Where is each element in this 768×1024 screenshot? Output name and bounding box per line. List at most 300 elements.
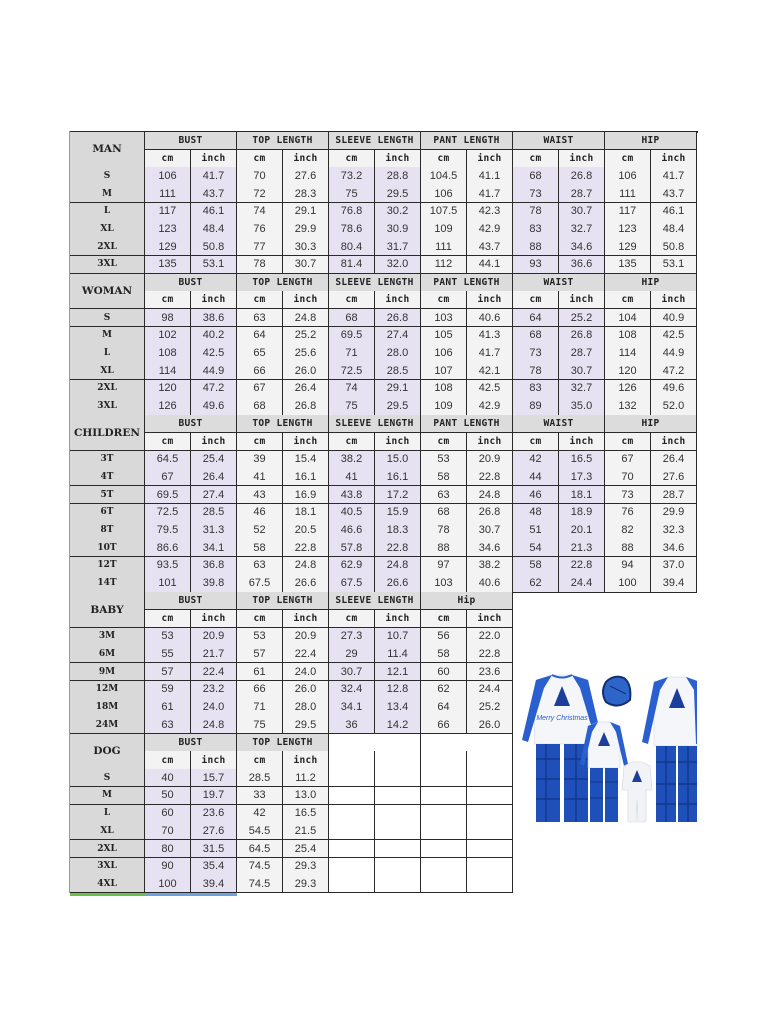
unit-header-cm[interactable]: cm — [145, 291, 191, 309]
column-group-header[interactable]: WAIST — [513, 132, 605, 150]
size-label[interactable]: XL — [70, 362, 145, 380]
measurement-cell[interactable]: 100 — [605, 574, 651, 592]
measurement-cell[interactable]: 62.9 — [329, 557, 375, 575]
measurement-cell[interactable]: 69.5 — [145, 486, 191, 504]
measurement-cell[interactable]: 27.4 — [191, 486, 237, 504]
measurement-cell[interactable]: 43.7 — [651, 185, 697, 203]
empty-cell[interactable] — [329, 822, 375, 840]
measurement-cell[interactable]: 18.1 — [559, 486, 605, 504]
measurement-cell[interactable]: 40 — [145, 769, 191, 787]
measurement-cell[interactable]: 27.6 — [191, 822, 237, 840]
size-label[interactable]: XL — [70, 822, 145, 840]
measurement-cell[interactable]: 28.3 — [283, 185, 329, 203]
size-label[interactable]: 2XL — [70, 840, 145, 858]
size-label[interactable]: S — [70, 769, 145, 787]
measurement-cell[interactable]: 28.8 — [375, 167, 421, 185]
measurement-cell[interactable]: 24.8 — [283, 309, 329, 327]
measurement-cell[interactable]: 20.1 — [559, 521, 605, 539]
measurement-cell[interactable]: 66 — [237, 681, 283, 699]
unit-header-cm[interactable]: cm — [605, 433, 651, 451]
measurement-cell[interactable]: 21.5 — [283, 822, 329, 840]
empty-cell[interactable] — [329, 875, 375, 893]
measurement-cell[interactable]: 28.5 — [191, 504, 237, 522]
measurement-cell[interactable]: 34.6 — [559, 238, 605, 256]
empty-cell[interactable] — [467, 805, 513, 823]
unit-header-cm[interactable]: cm — [421, 291, 467, 309]
measurement-cell[interactable]: 30.9 — [375, 220, 421, 238]
measurement-cell[interactable]: 65 — [237, 344, 283, 362]
measurement-cell[interactable]: 58 — [513, 557, 559, 575]
empty-cell[interactable] — [421, 858, 467, 876]
measurement-cell[interactable]: 36.6 — [559, 256, 605, 274]
unit-header-inch[interactable]: inch — [467, 150, 513, 168]
measurement-cell[interactable]: 30.7 — [467, 521, 513, 539]
empty-cell[interactable] — [421, 840, 467, 858]
measurement-cell[interactable]: 41.1 — [467, 167, 513, 185]
measurement-cell[interactable]: 83 — [513, 380, 559, 398]
measurement-cell[interactable]: 22.0 — [467, 628, 513, 646]
measurement-cell[interactable]: 42.5 — [467, 380, 513, 398]
measurement-cell[interactable]: 30.7 — [559, 203, 605, 221]
column-group-header[interactable]: PANT LENGTH — [421, 415, 513, 433]
unit-header-cm[interactable]: cm — [513, 291, 559, 309]
measurement-cell[interactable]: 15.0 — [375, 451, 421, 469]
measurement-cell[interactable]: 66 — [237, 362, 283, 380]
empty-cell[interactable] — [375, 858, 421, 876]
measurement-cell[interactable]: 48 — [513, 504, 559, 522]
measurement-cell[interactable]: 67.5 — [329, 574, 375, 592]
measurement-cell[interactable]: 28.5 — [237, 769, 283, 787]
column-group-header[interactable]: PANT LENGTH — [421, 132, 513, 150]
unit-header-inch[interactable]: inch — [651, 433, 697, 451]
size-label[interactable]: 3T — [70, 451, 145, 469]
measurement-cell[interactable]: 18.3 — [375, 521, 421, 539]
size-label[interactable]: 6T — [70, 504, 145, 522]
measurement-cell[interactable]: 32.4 — [329, 681, 375, 699]
measurement-cell[interactable]: 42 — [237, 805, 283, 823]
measurement-cell[interactable]: 35.0 — [559, 397, 605, 415]
size-label[interactable]: S — [70, 167, 145, 185]
measurement-cell[interactable]: 20.9 — [283, 628, 329, 646]
measurement-cell[interactable]: 57 — [145, 663, 191, 681]
unit-header-inch[interactable]: inch — [191, 433, 237, 451]
measurement-cell[interactable]: 11.2 — [283, 769, 329, 787]
column-group-header[interactable]: HIP — [605, 274, 697, 292]
measurement-cell[interactable]: 12.8 — [375, 681, 421, 699]
measurement-cell[interactable]: 38.2 — [467, 557, 513, 575]
measurement-cell[interactable]: 27.4 — [375, 327, 421, 345]
measurement-cell[interactable]: 50.8 — [191, 238, 237, 256]
measurement-cell[interactable]: 61 — [145, 698, 191, 716]
size-label[interactable]: L — [70, 203, 145, 221]
measurement-cell[interactable]: 78 — [237, 256, 283, 274]
size-label[interactable]: 14T — [70, 574, 145, 592]
unit-header-inch[interactable]: inch — [651, 291, 697, 309]
measurement-cell[interactable]: 68 — [421, 504, 467, 522]
measurement-cell[interactable]: 25.4 — [283, 840, 329, 858]
empty-cell[interactable] — [375, 875, 421, 893]
measurement-cell[interactable]: 24.8 — [375, 557, 421, 575]
measurement-cell[interactable]: 80 — [145, 840, 191, 858]
measurement-cell[interactable]: 54 — [513, 539, 559, 557]
unit-header-inch[interactable]: inch — [283, 291, 329, 309]
measurement-cell[interactable]: 58 — [421, 468, 467, 486]
column-group-header[interactable]: TOP LENGTH — [237, 415, 329, 433]
measurement-cell[interactable]: 106 — [421, 185, 467, 203]
measurement-cell[interactable]: 26.8 — [559, 327, 605, 345]
measurement-cell[interactable]: 54.5 — [237, 822, 283, 840]
empty-cell[interactable] — [421, 734, 513, 752]
measurement-cell[interactable]: 93 — [513, 256, 559, 274]
size-label[interactable]: 2XL — [70, 380, 145, 398]
size-label[interactable]: 18M — [70, 698, 145, 716]
unit-header-inch[interactable]: inch — [191, 610, 237, 628]
measurement-cell[interactable]: 53.1 — [651, 256, 697, 274]
measurement-cell[interactable]: 26.8 — [559, 167, 605, 185]
measurement-cell[interactable]: 23.2 — [191, 681, 237, 699]
measurement-cell[interactable]: 34.6 — [467, 539, 513, 557]
measurement-cell[interactable]: 22.8 — [559, 557, 605, 575]
measurement-cell[interactable]: 23.6 — [467, 663, 513, 681]
measurement-cell[interactable]: 11.4 — [375, 645, 421, 663]
measurement-cell[interactable]: 41.7 — [651, 167, 697, 185]
column-group-header[interactable]: SLEEVE LENGTH — [329, 274, 421, 292]
measurement-cell[interactable]: 64.5 — [145, 451, 191, 469]
measurement-cell[interactable]: 24.8 — [191, 716, 237, 734]
size-label[interactable]: 9M — [70, 663, 145, 681]
empty-cell[interactable] — [421, 787, 467, 805]
empty-cell[interactable] — [375, 805, 421, 823]
measurement-cell[interactable]: 42.1 — [467, 362, 513, 380]
measurement-cell[interactable]: 126 — [605, 380, 651, 398]
measurement-cell[interactable]: 73.2 — [329, 167, 375, 185]
measurement-cell[interactable]: 31.3 — [191, 521, 237, 539]
measurement-cell[interactable]: 90 — [145, 858, 191, 876]
unit-header-cm[interactable]: cm — [605, 291, 651, 309]
measurement-cell[interactable]: 111 — [145, 185, 191, 203]
measurement-cell[interactable]: 88 — [513, 238, 559, 256]
measurement-cell[interactable]: 39.8 — [191, 574, 237, 592]
measurement-cell[interactable]: 53 — [145, 628, 191, 646]
measurement-cell[interactable]: 36.8 — [191, 557, 237, 575]
measurement-cell[interactable]: 73 — [513, 185, 559, 203]
measurement-cell[interactable]: 72 — [237, 185, 283, 203]
measurement-cell[interactable]: 15.9 — [375, 504, 421, 522]
empty-cell[interactable] — [375, 769, 421, 787]
measurement-cell[interactable]: 22.8 — [375, 539, 421, 557]
size-label[interactable]: 3XL — [70, 858, 145, 876]
measurement-cell[interactable]: 26.4 — [651, 451, 697, 469]
measurement-cell[interactable]: 74 — [329, 380, 375, 398]
measurement-cell[interactable]: 40.9 — [651, 309, 697, 327]
measurement-cell[interactable]: 47.2 — [191, 380, 237, 398]
size-label[interactable]: 6M — [70, 645, 145, 663]
measurement-cell[interactable]: 60 — [145, 805, 191, 823]
empty-cell[interactable] — [421, 751, 467, 769]
size-label[interactable]: M — [70, 327, 145, 345]
measurement-cell[interactable]: 46 — [513, 486, 559, 504]
measurement-cell[interactable]: 44 — [513, 468, 559, 486]
empty-cell[interactable] — [467, 858, 513, 876]
measurement-cell[interactable]: 22.4 — [191, 663, 237, 681]
size-label[interactable]: 8T — [70, 521, 145, 539]
measurement-cell[interactable]: 74.5 — [237, 875, 283, 893]
unit-header-inch[interactable]: inch — [651, 150, 697, 168]
measurement-cell[interactable]: 30.3 — [283, 238, 329, 256]
column-group-header[interactable]: TOP LENGTH — [237, 132, 329, 150]
measurement-cell[interactable]: 81.4 — [329, 256, 375, 274]
unit-header-cm[interactable]: cm — [145, 751, 191, 769]
measurement-cell[interactable]: 32.7 — [559, 380, 605, 398]
measurement-cell[interactable]: 63 — [237, 309, 283, 327]
measurement-cell[interactable]: 43 — [237, 486, 283, 504]
measurement-cell[interactable]: 77 — [237, 238, 283, 256]
measurement-cell[interactable]: 18.9 — [559, 504, 605, 522]
measurement-cell[interactable]: 29.3 — [283, 858, 329, 876]
measurement-cell[interactable]: 38.6 — [191, 309, 237, 327]
measurement-cell[interactable]: 15.7 — [191, 769, 237, 787]
measurement-cell[interactable]: 75 — [329, 397, 375, 415]
measurement-cell[interactable]: 39.4 — [651, 574, 697, 592]
measurement-cell[interactable]: 70 — [237, 167, 283, 185]
measurement-cell[interactable]: 30.2 — [375, 203, 421, 221]
unit-header-cm[interactable]: cm — [237, 291, 283, 309]
measurement-cell[interactable]: 28.5 — [375, 362, 421, 380]
measurement-cell[interactable]: 106 — [145, 167, 191, 185]
measurement-cell[interactable]: 49.6 — [191, 397, 237, 415]
empty-cell[interactable] — [375, 840, 421, 858]
unit-header-inch[interactable]: inch — [559, 433, 605, 451]
measurement-cell[interactable]: 53 — [421, 451, 467, 469]
measurement-cell[interactable]: 41 — [237, 468, 283, 486]
measurement-cell[interactable]: 88 — [421, 539, 467, 557]
measurement-cell[interactable]: 60 — [421, 663, 467, 681]
empty-cell[interactable] — [467, 875, 513, 893]
measurement-cell[interactable]: 100 — [145, 875, 191, 893]
size-label[interactable]: 5T — [70, 486, 145, 504]
measurement-cell[interactable]: 64 — [421, 698, 467, 716]
unit-header-cm[interactable]: cm — [237, 150, 283, 168]
unit-header-inch[interactable]: inch — [191, 291, 237, 309]
measurement-cell[interactable]: 16.1 — [375, 468, 421, 486]
measurement-cell[interactable]: 67 — [605, 451, 651, 469]
size-label[interactable]: S — [70, 309, 145, 327]
unit-header-inch[interactable]: inch — [467, 291, 513, 309]
size-label[interactable]: 4XL — [70, 875, 145, 893]
measurement-cell[interactable]: 25.2 — [467, 698, 513, 716]
measurement-cell[interactable]: 42.5 — [191, 344, 237, 362]
measurement-cell[interactable]: 52.0 — [651, 397, 697, 415]
section-label-man[interactable]: MAN — [70, 132, 145, 168]
unit-header-cm[interactable]: cm — [329, 150, 375, 168]
column-group-header[interactable]: PANT LENGTH — [421, 274, 513, 292]
column-group-header[interactable]: SLEEVE LENGTH — [329, 592, 421, 610]
measurement-cell[interactable]: 19.7 — [191, 787, 237, 805]
measurement-cell[interactable]: 46.6 — [329, 521, 375, 539]
measurement-cell[interactable]: 46.1 — [191, 203, 237, 221]
unit-header-inch[interactable]: inch — [191, 751, 237, 769]
measurement-cell[interactable]: 120 — [605, 362, 651, 380]
measurement-cell[interactable]: 108 — [145, 344, 191, 362]
measurement-cell[interactable]: 16.5 — [559, 451, 605, 469]
empty-cell[interactable] — [329, 858, 375, 876]
measurement-cell[interactable]: 56 — [421, 628, 467, 646]
empty-cell[interactable] — [329, 769, 375, 787]
measurement-cell[interactable]: 68 — [329, 309, 375, 327]
measurement-cell[interactable]: 74.5 — [237, 858, 283, 876]
measurement-cell[interactable]: 62 — [421, 681, 467, 699]
measurement-cell[interactable]: 17.2 — [375, 486, 421, 504]
measurement-cell[interactable]: 52 — [237, 521, 283, 539]
measurement-cell[interactable]: 71 — [329, 344, 375, 362]
measurement-cell[interactable]: 78.6 — [329, 220, 375, 238]
measurement-cell[interactable]: 61 — [237, 663, 283, 681]
measurement-cell[interactable]: 69.5 — [329, 327, 375, 345]
measurement-cell[interactable]: 30.7 — [329, 663, 375, 681]
measurement-cell[interactable]: 33 — [237, 787, 283, 805]
measurement-cell[interactable]: 129 — [605, 238, 651, 256]
measurement-cell[interactable]: 66 — [421, 716, 467, 734]
measurement-cell[interactable]: 24.4 — [467, 681, 513, 699]
measurement-cell[interactable]: 29.1 — [283, 203, 329, 221]
measurement-cell[interactable]: 40.5 — [329, 504, 375, 522]
size-label[interactable]: M — [70, 185, 145, 203]
measurement-cell[interactable]: 107 — [421, 362, 467, 380]
measurement-cell[interactable]: 42.3 — [467, 203, 513, 221]
measurement-cell[interactable]: 68 — [237, 397, 283, 415]
measurement-cell[interactable]: 42.9 — [467, 397, 513, 415]
measurement-cell[interactable]: 49.6 — [651, 380, 697, 398]
unit-header-cm[interactable]: cm — [237, 433, 283, 451]
measurement-cell[interactable]: 103 — [421, 309, 467, 327]
measurement-cell[interactable]: 71 — [237, 698, 283, 716]
unit-header-inch[interactable]: inch — [467, 433, 513, 451]
empty-cell[interactable] — [329, 805, 375, 823]
unit-header-cm[interactable]: cm — [329, 291, 375, 309]
measurement-cell[interactable]: 64.5 — [237, 840, 283, 858]
size-label[interactable]: 3XL — [70, 256, 145, 274]
size-label[interactable]: 3XL — [70, 397, 145, 415]
measurement-cell[interactable]: 23.6 — [191, 805, 237, 823]
column-group-header[interactable]: WAIST — [513, 274, 605, 292]
section-label-children[interactable]: CHILDREN — [70, 415, 145, 451]
measurement-cell[interactable]: 112 — [421, 256, 467, 274]
column-group-header[interactable]: BUST — [145, 132, 237, 150]
column-group-header[interactable]: HIP — [605, 415, 697, 433]
empty-cell[interactable] — [421, 769, 467, 787]
measurement-cell[interactable]: 30.7 — [283, 256, 329, 274]
measurement-cell[interactable]: 16.9 — [283, 486, 329, 504]
empty-cell[interactable] — [421, 822, 467, 840]
measurement-cell[interactable]: 102 — [145, 327, 191, 345]
measurement-cell[interactable]: 22.8 — [467, 468, 513, 486]
measurement-cell[interactable]: 48.4 — [191, 220, 237, 238]
measurement-cell[interactable]: 68 — [513, 167, 559, 185]
measurement-cell[interactable]: 78 — [421, 521, 467, 539]
measurement-cell[interactable]: 79.5 — [145, 521, 191, 539]
measurement-cell[interactable]: 129 — [145, 238, 191, 256]
measurement-cell[interactable]: 43.8 — [329, 486, 375, 504]
measurement-cell[interactable]: 126 — [145, 397, 191, 415]
measurement-cell[interactable]: 38.2 — [329, 451, 375, 469]
measurement-cell[interactable]: 20.5 — [283, 521, 329, 539]
measurement-cell[interactable]: 117 — [145, 203, 191, 221]
measurement-cell[interactable]: 24.8 — [283, 557, 329, 575]
measurement-cell[interactable]: 78 — [513, 362, 559, 380]
measurement-cell[interactable]: 105 — [421, 327, 467, 345]
unit-header-inch[interactable]: inch — [283, 150, 329, 168]
measurement-cell[interactable]: 30.7 — [559, 362, 605, 380]
measurement-cell[interactable]: 107.5 — [421, 203, 467, 221]
measurement-cell[interactable]: 24.0 — [191, 698, 237, 716]
measurement-cell[interactable]: 25.2 — [283, 327, 329, 345]
measurement-cell[interactable]: 86.6 — [145, 539, 191, 557]
measurement-cell[interactable]: 26.6 — [375, 574, 421, 592]
measurement-cell[interactable]: 40.6 — [467, 574, 513, 592]
measurement-cell[interactable]: 120 — [145, 380, 191, 398]
measurement-cell[interactable]: 40.2 — [191, 327, 237, 345]
measurement-cell[interactable]: 55 — [145, 645, 191, 663]
measurement-cell[interactable]: 34.6 — [651, 539, 697, 557]
measurement-cell[interactable]: 26.0 — [283, 681, 329, 699]
measurement-cell[interactable]: 43.7 — [191, 185, 237, 203]
measurement-cell[interactable]: 83 — [513, 220, 559, 238]
measurement-cell[interactable]: 31.7 — [375, 238, 421, 256]
measurement-cell[interactable]: 24.0 — [283, 663, 329, 681]
measurement-cell[interactable]: 25.2 — [559, 309, 605, 327]
measurement-cell[interactable]: 82 — [605, 521, 651, 539]
measurement-cell[interactable]: 29.3 — [283, 875, 329, 893]
unit-header-cm[interactable]: cm — [145, 433, 191, 451]
empty-cell[interactable] — [329, 751, 375, 769]
size-label[interactable]: 10T — [70, 539, 145, 557]
measurement-cell[interactable]: 14.2 — [375, 716, 421, 734]
measurement-cell[interactable]: 41.7 — [467, 344, 513, 362]
measurement-cell[interactable]: 80.4 — [329, 238, 375, 256]
measurement-cell[interactable]: 101 — [145, 574, 191, 592]
measurement-cell[interactable]: 89 — [513, 397, 559, 415]
measurement-cell[interactable]: 40.6 — [467, 309, 513, 327]
measurement-cell[interactable]: 26.4 — [283, 380, 329, 398]
measurement-cell[interactable]: 29.9 — [283, 220, 329, 238]
measurement-cell[interactable]: 32.3 — [651, 521, 697, 539]
empty-cell[interactable] — [329, 840, 375, 858]
measurement-cell[interactable]: 114 — [605, 344, 651, 362]
measurement-cell[interactable]: 93.5 — [145, 557, 191, 575]
column-group-header[interactable]: BUST — [145, 274, 237, 292]
measurement-cell[interactable]: 21.7 — [191, 645, 237, 663]
measurement-cell[interactable]: 37.0 — [651, 557, 697, 575]
size-label[interactable]: L — [70, 344, 145, 362]
measurement-cell[interactable]: 108 — [421, 380, 467, 398]
measurement-cell[interactable]: 75 — [237, 716, 283, 734]
measurement-cell[interactable]: 111 — [421, 238, 467, 256]
measurement-cell[interactable]: 106 — [421, 344, 467, 362]
measurement-cell[interactable]: 26.4 — [191, 468, 237, 486]
measurement-cell[interactable]: 41.7 — [467, 185, 513, 203]
unit-header-inch[interactable]: inch — [375, 291, 421, 309]
empty-cell[interactable] — [329, 787, 375, 805]
unit-header-cm[interactable]: cm — [329, 433, 375, 451]
measurement-cell[interactable]: 41.7 — [191, 167, 237, 185]
empty-cell[interactable] — [375, 787, 421, 805]
measurement-cell[interactable]: 27.3 — [329, 628, 375, 646]
size-label[interactable]: 12M — [70, 681, 145, 699]
measurement-cell[interactable]: 44.1 — [467, 256, 513, 274]
measurement-cell[interactable]: 59 — [145, 681, 191, 699]
measurement-cell[interactable]: 31.5 — [191, 840, 237, 858]
measurement-cell[interactable]: 76 — [605, 504, 651, 522]
